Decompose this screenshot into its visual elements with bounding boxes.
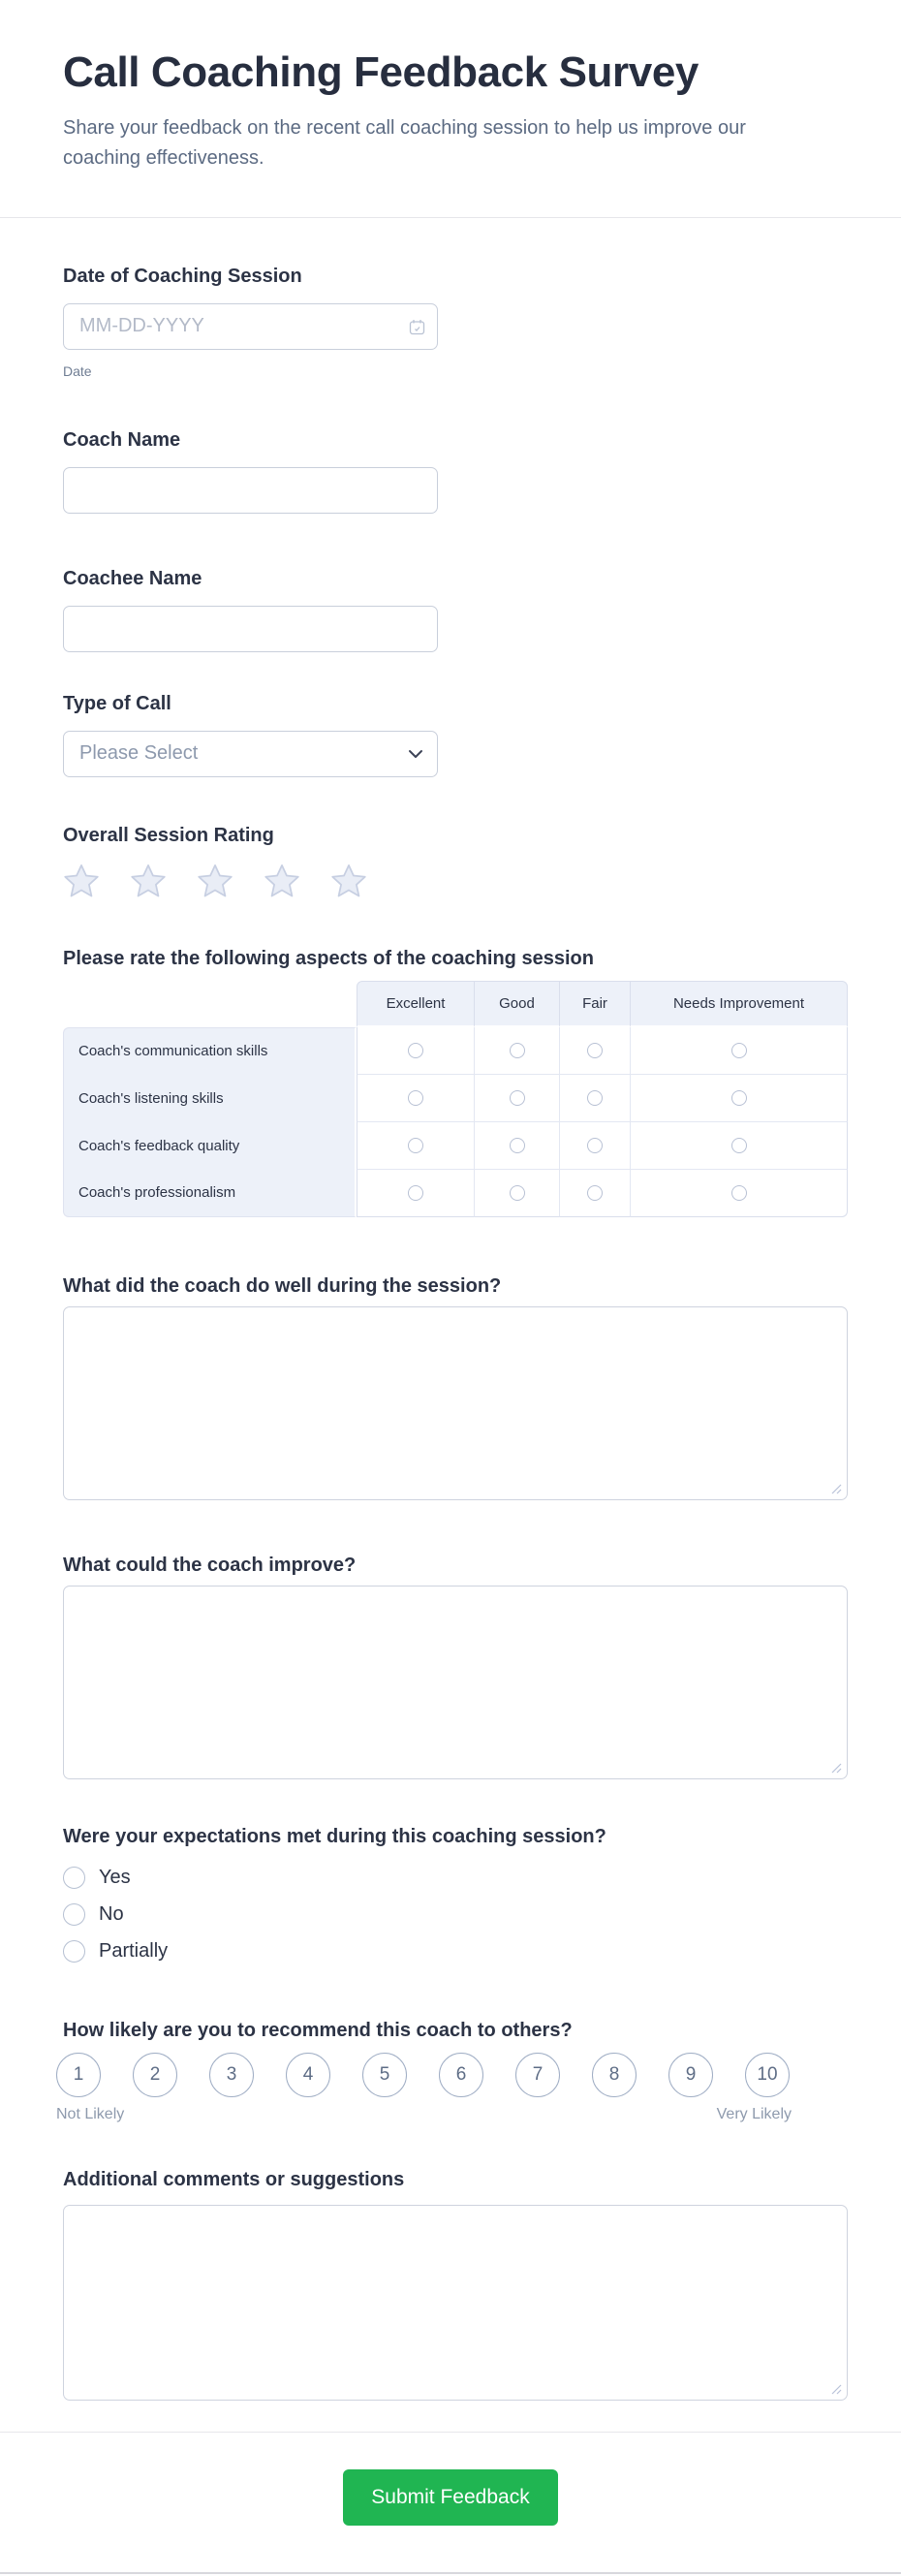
matrix-cell: [357, 1170, 475, 1217]
resize-grip-icon[interactable]: [830, 2383, 842, 2395]
matrix-radio[interactable]: [731, 1043, 747, 1058]
scale-max-label: Very Likely: [716, 2105, 792, 2122]
field-comments: [63, 2166, 848, 2401]
matrix-cell: [631, 1170, 848, 1217]
content-bottom-spacer: [63, 2401, 848, 2432]
field-expectations: [63, 1823, 848, 1966]
radio-option-label: Partially: [99, 1939, 169, 1962]
field-session-date: [63, 263, 848, 380]
coach-name-input[interactable]: [63, 467, 438, 514]
matrix-cell: [357, 1075, 475, 1122]
matrix-row: [63, 1075, 848, 1122]
scale-option-6[interactable]: 6: [439, 2053, 483, 2097]
matrix-radio[interactable]: [587, 1090, 603, 1106]
star-icon-4[interactable]: [264, 863, 300, 899]
field-coachee-name: [63, 565, 848, 652]
matrix-col-header: Needs Improvement: [631, 981, 848, 1027]
field-overall-rating: [63, 822, 848, 899]
matrix-radio[interactable]: [587, 1138, 603, 1153]
matrix-row-label: Coach's listening skills: [63, 1075, 357, 1122]
overall-rating-label: Overall Session Rating: [63, 824, 274, 846]
matrix-cell: [560, 1122, 631, 1170]
page-title: Call Coaching Feedback Survey: [63, 48, 699, 96]
coachee-name-label: Coachee Name: [63, 567, 202, 589]
matrix-cell: [560, 1170, 631, 1217]
scale-option-9[interactable]: 9: [668, 2053, 713, 2097]
matrix-row: [63, 1170, 848, 1217]
radio-circle-icon[interactable]: [63, 1940, 85, 1963]
matrix-row-label: Coach's communication skills: [63, 1027, 357, 1075]
matrix-cell: [475, 1027, 560, 1075]
radio-option-yes[interactable]: [63, 1863, 848, 1893]
radio-circle-icon[interactable]: [63, 1903, 85, 1926]
rating-matrix-table: [63, 981, 848, 1217]
scale-option-3[interactable]: 3: [209, 2053, 254, 2097]
scale-option-1[interactable]: 1: [56, 2053, 101, 2097]
field-did-well: [63, 1272, 848, 1500]
matrix-radio[interactable]: [731, 1185, 747, 1201]
matrix-col-header: Good: [475, 981, 560, 1027]
radio-circle-icon[interactable]: [63, 1867, 85, 1889]
star-icon-5[interactable]: [330, 863, 367, 899]
matrix-cell: [475, 1170, 560, 1217]
matrix-row: [63, 1027, 848, 1075]
star-rating: [63, 863, 848, 899]
radio-option-no[interactable]: [63, 1900, 848, 1930]
field-recommend-scale: [56, 2017, 848, 2124]
form-header: [0, 0, 901, 218]
matrix-radio[interactable]: [510, 1043, 525, 1058]
matrix-cell: [560, 1075, 631, 1122]
recommend-scale: [56, 2053, 792, 2097]
field-improve: [63, 1552, 848, 1779]
matrix-row-label: Coach's feedback quality: [63, 1122, 357, 1170]
call-type-placeholder: Please Select: [79, 742, 199, 765]
matrix-radio[interactable]: [510, 1138, 525, 1153]
field-coach-name: [63, 426, 848, 514]
session-date-label: Date of Coaching Session: [63, 265, 302, 287]
scale-option-8[interactable]: 8: [592, 2053, 637, 2097]
matrix-col-header: Excellent: [357, 981, 475, 1027]
radio-option-partially[interactable]: [63, 1936, 848, 1966]
scale-option-4[interactable]: 4: [286, 2053, 330, 2097]
page-subtitle: Share your feedback on the recent call coaching session to help us improve our coaching effectiveness.: [63, 116, 746, 170]
scale-option-5[interactable]: 5: [362, 2053, 407, 2097]
date-sublabel: Date: [63, 362, 92, 379]
matrix-cell: [560, 1027, 631, 1075]
call-type-label: Type of Call: [63, 692, 171, 714]
form-body: [0, 218, 901, 2432]
matrix-radio[interactable]: [510, 1185, 525, 1201]
matrix-corner-cell: [63, 981, 357, 1027]
radio-option-label: Yes: [99, 1866, 131, 1888]
star-icon-2[interactable]: [130, 863, 167, 899]
matrix-row-label: Coach's professionalism: [63, 1170, 357, 1217]
scale-option-2[interactable]: 2: [133, 2053, 177, 2097]
coach-name-label: Coach Name: [63, 428, 181, 451]
comments-textarea-wrap: [63, 2205, 848, 2401]
improve-label: What could the coach improve?: [63, 1554, 357, 1576]
matrix-radio[interactable]: [408, 1185, 423, 1201]
resize-grip-icon[interactable]: [830, 1483, 842, 1494]
star-icon-1[interactable]: [63, 863, 100, 899]
matrix-label: Please rate the following aspects of the coaching session: [63, 947, 594, 969]
date-input-wrap: [63, 303, 438, 350]
comments-label: Additional comments or suggestions: [63, 2168, 405, 2190]
scale-option-10[interactable]: 10: [745, 2053, 790, 2097]
matrix-radio[interactable]: [510, 1090, 525, 1106]
form-footer: [0, 2432, 901, 2574]
matrix-radio[interactable]: [731, 1090, 747, 1106]
scale-endpoint-labels: [56, 2105, 792, 2124]
matrix-cell: [631, 1075, 848, 1122]
matrix-col-header: Fair: [560, 981, 631, 1027]
matrix-cell: [357, 1122, 475, 1170]
star-icon-3[interactable]: [197, 863, 233, 899]
coachee-name-input[interactable]: [63, 606, 438, 652]
field-rating-matrix: [63, 945, 848, 1217]
date-input[interactable]: [63, 303, 438, 350]
did-well-label: What did the coach do well during the session?: [63, 1274, 502, 1297]
matrix-cell: [631, 1027, 848, 1075]
matrix-radio[interactable]: [587, 1185, 603, 1201]
matrix-cell: [475, 1122, 560, 1170]
call-type-select[interactable]: [63, 731, 438, 777]
expectations-label: Were your expectations met during this coaching session?: [63, 1825, 606, 1847]
did-well-textarea-wrap: [63, 1306, 848, 1500]
matrix-radio[interactable]: [408, 1043, 423, 1058]
field-call-type: [63, 690, 848, 777]
matrix-radio[interactable]: [408, 1138, 423, 1153]
matrix-radio[interactable]: [587, 1043, 603, 1058]
radio-option-label: No: [99, 1902, 124, 1925]
improve-textarea[interactable]: [63, 1586, 848, 1779]
matrix-radio[interactable]: [408, 1090, 423, 1106]
calendar-icon[interactable]: [409, 319, 425, 340]
recommend-label: How likely are you to recommend this coach to others?: [63, 2019, 573, 2041]
submit-feedback-button[interactable]: Submit Feedback: [343, 2469, 558, 2526]
scale-option-7[interactable]: 7: [515, 2053, 560, 2097]
chevron-down-icon: [407, 748, 424, 760]
resize-grip-icon[interactable]: [830, 1762, 842, 1774]
did-well-textarea[interactable]: [63, 1306, 848, 1500]
expectations-options: [63, 1863, 848, 1966]
comments-textarea[interactable]: [63, 2205, 848, 2401]
matrix-cell: [631, 1122, 848, 1170]
matrix-row: [63, 1122, 848, 1170]
matrix-cell: [475, 1075, 560, 1122]
matrix-cell: [357, 1027, 475, 1075]
matrix-radio[interactable]: [731, 1138, 747, 1153]
scale-min-label: Not Likely: [56, 2105, 125, 2122]
improve-textarea-wrap: [63, 1586, 848, 1779]
